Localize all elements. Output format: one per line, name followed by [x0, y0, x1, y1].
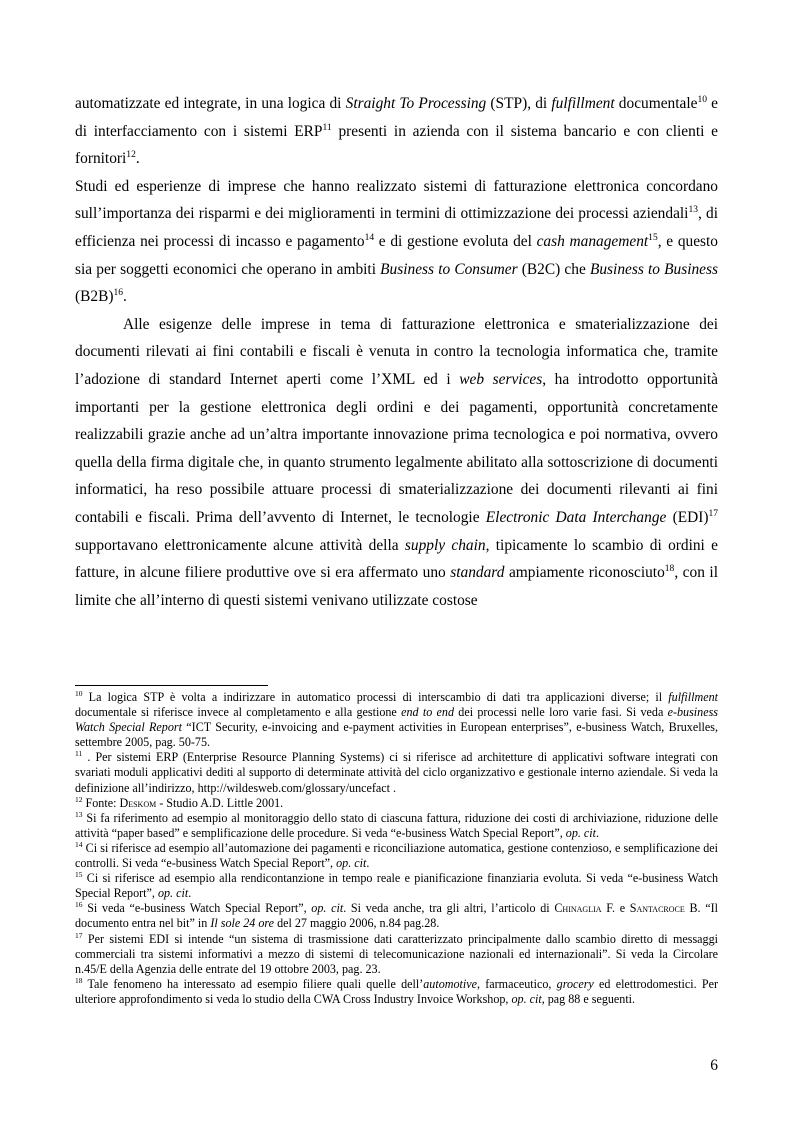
footnote-ref-14[interactable]: 14 — [364, 231, 375, 243]
text-run: . — [123, 288, 127, 306]
footnote-12 — [75, 796, 718, 811]
italic-term: Il sole 24 ore — [210, 916, 275, 931]
text-run: , e questo sia per soggetti economici che operano in ambiti — [75, 232, 718, 278]
text-run: F. e — [601, 901, 630, 916]
text-run: , con il limite che all’interno di questi sistemi venivano utilizzate costose — [75, 564, 718, 609]
text-run: e di gestione evoluta del — [374, 232, 537, 250]
footnote-number: 12 — [75, 794, 83, 804]
text-run: Fonte: — [82, 795, 120, 810]
footnote-ref-16[interactable]: 16 — [113, 287, 124, 299]
italic-term: op. cit — [311, 901, 344, 916]
italic-term: Electronic Data Interchange — [485, 508, 667, 526]
footnote-10 — [75, 690, 718, 750]
footnote-number: 18 — [75, 975, 83, 985]
footnote-number: 15 — [75, 870, 83, 880]
footnote-17 — [75, 932, 718, 977]
body-text — [75, 90, 718, 614]
footnote-ref-12[interactable]: 12 — [126, 149, 136, 161]
italic-term: end to end — [401, 705, 454, 720]
text-run: presenti in azienda con il sistema bancario e con clienti e fornitori — [75, 122, 718, 168]
text-run: B. “Il documento entra nel bit” in — [75, 901, 718, 931]
italic-term: grocery — [556, 976, 594, 991]
footnote-number: 16 — [75, 900, 83, 910]
italic-term: op. cit — [565, 825, 596, 840]
footnote-ref-17[interactable]: 17 — [708, 507, 718, 519]
text-run: Si fa riferimento ad esempio al monitoraggio dello stato di ciascuna fattura, riduzione dei costi di archiviazione, riduzione delle attività “paper based” e semplificazione delle procedure. Si veda “e-business Watch Special Report”, — [75, 810, 718, 840]
text-run: dei processi nelle loro varie fasi. Si veda — [454, 705, 668, 720]
footnote-16 — [75, 901, 718, 931]
text-run: , pag 88 e seguenti. — [541, 991, 636, 1006]
small-caps-name: Chinaglia — [554, 901, 602, 916]
text-run: (B2C) che — [517, 260, 590, 278]
text-run: , farmaceutico, — [477, 976, 557, 991]
text-run: documentale si riferisce invece al completamento e alla gestione — [75, 705, 402, 720]
footnote-number: 17 — [75, 930, 83, 940]
footnote-18 — [75, 977, 718, 1007]
paragraph-3 — [75, 311, 718, 615]
text-run: . — [366, 856, 370, 871]
text-run: supportavano elettronicamente alcune attività della — [75, 536, 405, 554]
text-run: (STP), di — [486, 95, 552, 112]
text-run: . — [596, 825, 600, 840]
italic-term: op. cit — [336, 856, 367, 871]
italic-term: fulfillment — [551, 95, 615, 112]
footnote-15 — [75, 871, 718, 901]
text-run: Ci si riferisce ad esempio all’automazione dei pagamenti e riconciliazione automatica, gestione contenzioso, e semplificazione dei controlli. Si veda “e-business Watch Special Report”, — [75, 840, 718, 871]
italic-term: e-business Watch Special Report — [75, 705, 718, 735]
text-run: “ICT Security, e-invoicing and e-payment activities in European enterprises”, e-business Watch, Bruxelles, settembre 2005, pag. 50-75. — [75, 720, 719, 750]
italic-term: cash management — [536, 232, 649, 250]
text-run: Alle esigenze delle imprese in tema di fatturazione elettronica e smaterializzazione dei documenti rilevati ai fini contabili e fiscali è venuta in contro la tecnologia informatica che, tramite l’adozione di standard Internet aperti come l’XML ed i — [75, 315, 718, 388]
footnote-14 — [75, 841, 718, 871]
footnote-ref-13[interactable]: 13 — [688, 204, 698, 216]
text-run: ed elettrodomestici. Per ulteriore approfondimento si veda lo studio della CWA Cross Industry Invoice Workshop, — [75, 976, 718, 1006]
page-number: 6 — [710, 1057, 718, 1074]
text-run: (B2B) — [75, 288, 114, 306]
text-run: . — [188, 886, 192, 901]
text-run: . Si veda anche, tra gli altri, l’articolo di — [343, 901, 555, 916]
italic-term: web services — [459, 370, 543, 388]
text-run: La logica STP è volta a indirizzare in automatico processi di interscambio di dati tra applicazioni diverse; il — [82, 690, 669, 704]
italic-term: automotive — [423, 976, 477, 991]
italic-term: Business to Consumer — [380, 260, 518, 278]
footnote-number: 10 — [75, 688, 83, 698]
footnote-ref-18[interactable]: 18 — [664, 562, 675, 574]
footnote-separator — [75, 685, 268, 686]
text-run: , di efficienza nei processi di incasso e pagamento — [75, 205, 719, 250]
text-run: del 27 maggio 2006, n.84 pag.28. — [274, 916, 440, 931]
italic-term: Straight To Processing — [345, 95, 487, 112]
footnote-ref-15[interactable]: 15 — [648, 231, 658, 243]
italic-term: standard — [450, 564, 505, 582]
footnote-number: 11 — [75, 749, 83, 759]
small-caps-name: Santacroce — [629, 901, 685, 916]
footnotes — [75, 690, 718, 1007]
text-run: . Per sistemi ERP (Enterprise Resource Planning Systems) ci si riferisce ad architetture di applicativi software integrati con svariati moduli applicativi dediti al supporto di determinate attività del ciclo organizzativo e gestionale interno aziendale. Si veda la definizione all’indirizzo, http://wildesweb.com/glossary/uncefact . — [75, 750, 718, 795]
italic-term: Business to Business — [589, 260, 718, 278]
italic-term: op. cit — [511, 991, 542, 1006]
footnote-number: 14 — [75, 839, 83, 849]
footnote-11 — [75, 750, 718, 795]
text-run: (EDI) — [666, 508, 709, 526]
text-run: e di interfacciamento con i sistemi ERP — [75, 95, 718, 140]
footnote-number: 13 — [75, 809, 83, 819]
text-run: , ha introdotto opportunità importanti per la gestione elettronica degli ordini e dei pagamenti, opportunità concretamente realizzabili grazie anche ad un’altra importante innovazione prima tecnologica e poi normativa, ovvero quella della firma digitale che, in quanto strumento legalmente abilitato alla sottoscrizione di documenti informatici, ha reso possibile attuare processi di smaterializzazione dei documenti rilevanti ai fini contabili e fiscali. Prima dell’avvento di Internet, le tecnologie — [75, 370, 718, 526]
small-caps-name: Deskom — [119, 795, 157, 810]
footnote-13 — [75, 811, 718, 841]
italic-term: fulfillment — [668, 690, 718, 704]
text-run: Ci si riferisce ad esempio alla rendicontanzione in tempo reale e pianificazione finanziaria evoluta. Si veda “e-business Watch Special Report”, — [75, 871, 718, 901]
italic-term: supply chain — [404, 536, 486, 554]
italic-term: op. cit — [157, 886, 189, 901]
footnote-ref-11[interactable]: 11 — [322, 121, 332, 133]
footnote-ref-10[interactable]: 10 — [697, 93, 707, 105]
text-run: Per sistemi EDI si intende “un sistema di trasmissione dati caratterizzato principalmente dallo scambio diretto di messaggi commerciali tra sistemi informativi a mezzo di sistemi di telecomunicazione nazionali ed internazionali”. Si veda la Circolare n.45/E della Agenzia delle entrate del 19 ottobre 2003, pag. 23. — [75, 931, 718, 976]
paragraph-2 — [75, 173, 718, 311]
text-run: Tale fenomeno ha interessato ad esempio filiere quali quelle dell’ — [82, 976, 424, 991]
text-run: . — [135, 150, 140, 168]
text-run: documentale — [614, 95, 698, 112]
text-run: Si veda “e-business Watch Special Report”, — [82, 901, 312, 916]
text-run: - Studio A.D. Little 2001. — [156, 795, 284, 810]
text-run: Studi ed esperienze di imprese che hanno realizzato sistemi di fatturazione elettronica concordano sull’importanza dei risparmi e dei miglioramenti in termini di ottimizzazione dei processi aziendali — [75, 177, 718, 223]
text-run: ampiamente riconosciuto — [504, 564, 665, 582]
paragraph-1 — [75, 90, 718, 173]
text-run: automatizzate ed integrate, in una logica di — [75, 95, 346, 112]
text-run: , tipicamente lo scambio di ordini e fatture, in alcune filiere produttive ove si era affermato uno — [75, 536, 718, 582]
